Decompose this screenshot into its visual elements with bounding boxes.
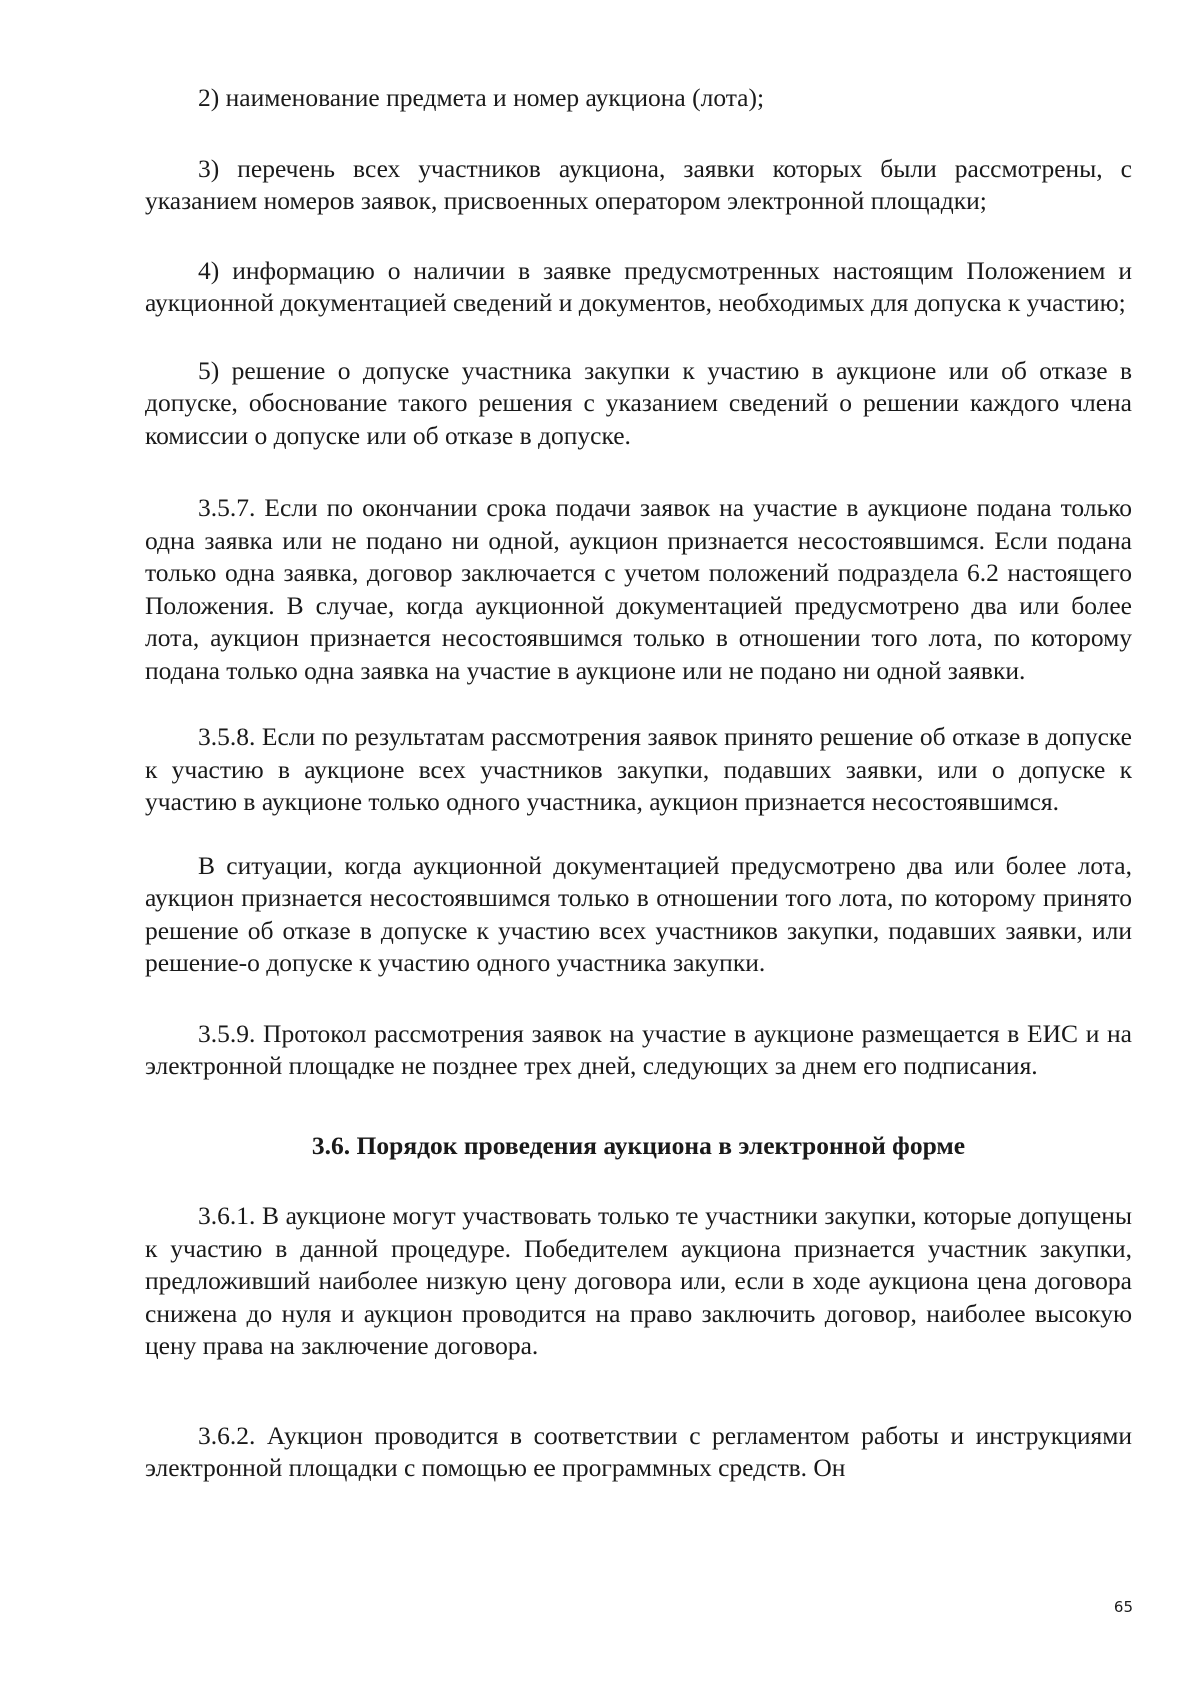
list-item-5: 5) решение о допуске участника закупки к участию в аукционе или об отказе в допуске, обоснование такого решения с указанием сведений о решении каждого члена комиссии о допуске или об отказе в допуске. (145, 355, 1132, 450)
clause-3-6-1: 3.6.1. В аукционе могут участвовать только те участники закупки, которые допущены к участию в данной процедуре. Победителем аукциона признается участник закупки, предложивший наиболее низкую цену договора или, если в ходе аукциона цена договора снижена до нуля и аукцион проводится на право заключить договор, наиболее высокую цену права на заключение договора. (145, 1201, 1132, 1360)
clause-3-5-7: 3.5.7. Если по окончании срока подачи заявок на участие в аукционе подана только одна заявка или не подано ни одной, аукцион признается несостоявшимся. Если подана только одна заявка, договор заключается с учетом положений подраздела 6.2 настоящего Положения. В случае, когда аукционной документацией предусмотрено два или более лота, аукцион признается несостоявшимся только в отношении того лота, по которому подана только одна заявка на участие в аукционе или не подано ни одной заявки. (145, 493, 1132, 685)
clause-3-5-8-continued: В ситуации, когда аукционной документацией предусмотрено два или более лота, аукцион признается несостоявшимся только в отношении того лота, по которому принято решение об отказе в допуске к участию всех участников закупки, подавших заявки, или решение-о допуске к участию одного участника закупки. (145, 850, 1132, 977)
list-item-4: 4) информацию о наличии в заявке предусмотренных настоящим Положением и аукционной документацией сведений и документов, необходимых для допуска к участию; (145, 255, 1132, 317)
page-number: 65 (1113, 1598, 1133, 1616)
page-body (145, 82, 1132, 1485)
section-heading: 3.6. Порядок проведения аукциона в электронной форме (311, 1130, 966, 1160)
list-item-2: 2) наименование предмета и номер аукциона (лота); (198, 83, 765, 112)
clause-3-5-9: 3.5.9. Протокол рассмотрения заявок на участие в аукционе размещается в ЕИС и на электронной площадке не позднее трех дней, следующих за днем его подписания. (145, 1018, 1132, 1080)
clause-3-6-2: 3.6.2. Аукцион проводится в соответствии с регламентом работы и инструкциями электронной площадки с помощью ее программных средств. Он (145, 1420, 1132, 1482)
clause-3-5-8: 3.5.8. Если по результатам рассмотрения заявок принято решение об отказе в допуске к участию в аукционе всех участников закупки, подавших заявки, или о допуске к участию в аукционе только одного участника, аукцион признается несостоявшимся. (145, 722, 1132, 816)
list-item-3: 3) перечень всех участников аукциона, заявки которых были рассмотрены, с указанием номеров заявок, присвоенных оператором электронной площадки; (145, 153, 1132, 215)
